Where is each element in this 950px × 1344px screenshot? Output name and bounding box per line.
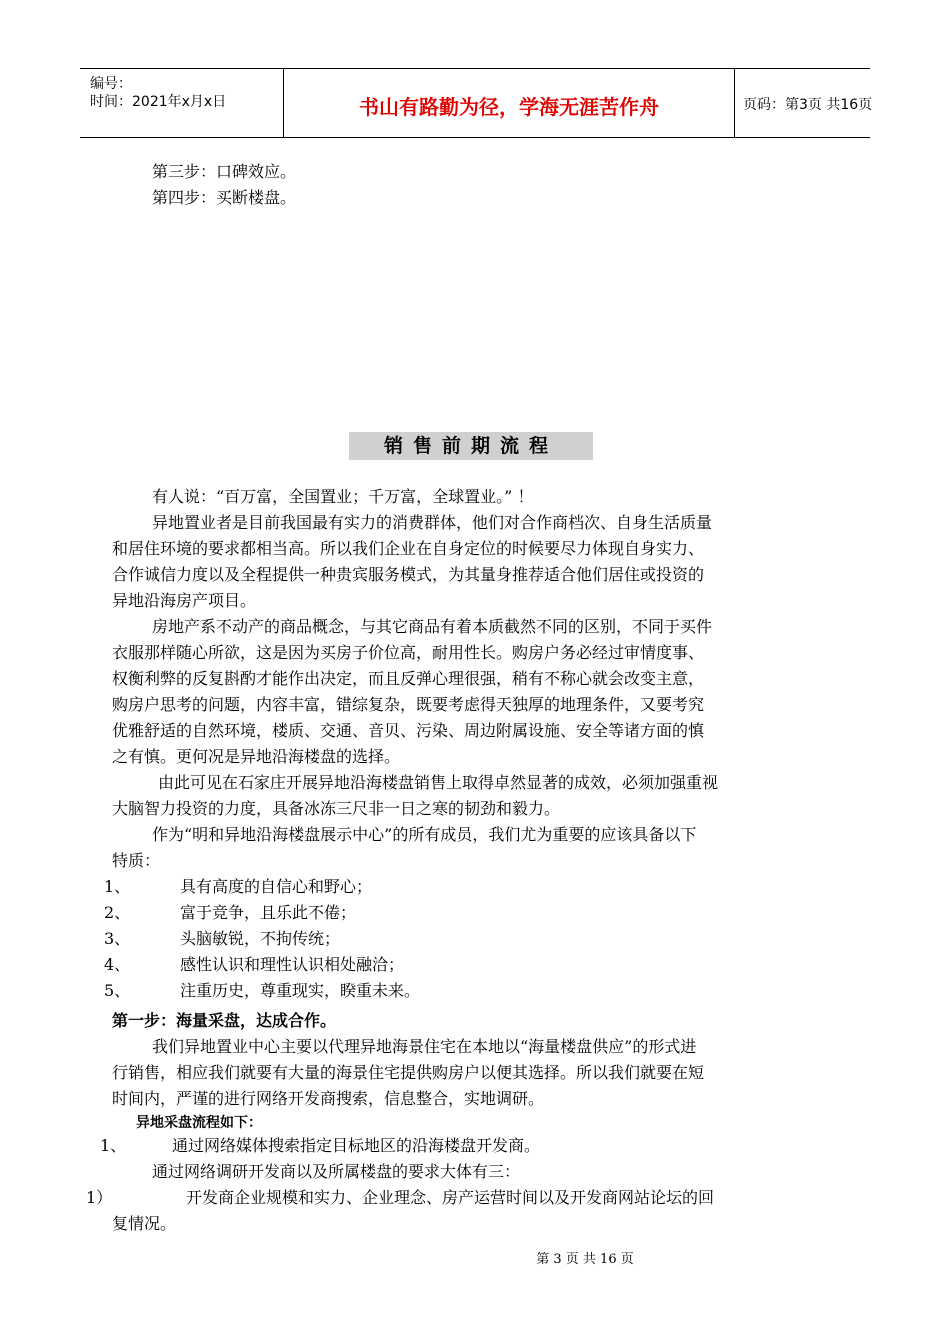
header-motto: 书山有路勤为径，学海无涯苦作舟 xyxy=(359,95,659,119)
footer-page-number: 第 3 页 共 16 页 xyxy=(536,1252,634,1267)
step-one-heading: 第一步：海量采盘，达成合作。 xyxy=(112,1011,337,1030)
trait-text: 头脑敏锐，不拘传统； xyxy=(180,929,341,948)
paragraph-line: 特质： xyxy=(112,851,161,870)
paragraph-line: 权衡利弊的反复斟酌才能作出决定，而且反弹心理很强，稍有不称心就会改变主意， xyxy=(112,669,705,688)
paragraph-line: 和居住环境的要求都相当高。所以我们企业在自身定位的时候要尽力体现自身实力、 xyxy=(112,539,705,558)
header-left-cell xyxy=(80,69,283,137)
trait-number: 1、 xyxy=(104,877,131,896)
paragraph-line: 行销售，相应我们就要有大量的海景住宅提供购房户以便其选择。所以我们就要在短 xyxy=(112,1063,705,1082)
trait-text: 具有高度的自信心和野心； xyxy=(180,877,373,896)
paragraph-line: 购房户思考的问题，内容丰富，错综复杂，既要考虑得天独厚的地理条件，又要考究 xyxy=(112,695,705,714)
step-three: 第三步：口碑效应。 xyxy=(152,162,297,181)
paragraph-line: 衣服那样随心所欲，这是因为买房子价位高，耐用性长。购房户务必经过审情度事、 xyxy=(112,643,705,662)
paragraph-line: 异地置业者是目前我国最有实力的消费群体，他们对合作商档次、自身生活质量 xyxy=(152,513,713,532)
paragraph-line: 我们异地置业中心主要以代理异地海景住宅在本地以“海量楼盘供应”的形式进 xyxy=(152,1037,697,1056)
paragraph-line: 异地沿海房产项目。 xyxy=(112,591,257,610)
paragraph-line: 由此可见在石家庄开展异地沿海楼盘销售上取得卓然显著的成效，必须加强重视 xyxy=(158,773,719,792)
header-page-info: 页码：第3页 共16页 xyxy=(743,97,873,113)
flow-item-text: 通过网络媒体搜索指定目标地区的沿海楼盘开发商。 xyxy=(172,1136,541,1155)
paragraph-line: 有人说：“百万富，全国置业；千万富，全球置业。” ！ xyxy=(152,487,534,506)
header-right-cell xyxy=(735,69,873,137)
flow-sub-heading: 通过网络调研开发商以及所属楼盘的要求大体有三： xyxy=(152,1162,521,1181)
flow-sub-text: 开发商企业规模和实力、企业理念、房产运营时间以及开发商网站论坛的回 xyxy=(186,1188,715,1207)
time-label: 时间：2021年x月x日 xyxy=(90,94,227,110)
flow-sub-number: 1） xyxy=(86,1188,113,1207)
flow-heading: 异地采盘流程如下： xyxy=(136,1115,262,1131)
flow-sub-text-cont: 复情况。 xyxy=(112,1214,177,1233)
document-header xyxy=(80,68,873,138)
id-label: 编号： xyxy=(90,76,132,92)
trait-text: 注重历史，尊重现实，睽重未来。 xyxy=(180,981,421,1000)
paragraph-line: 时间内，严谨的进行网络开发商搜索，信息整合，实地调研。 xyxy=(112,1089,545,1108)
trait-text: 感性认识和理性认识相处融洽； xyxy=(180,955,405,974)
step-four: 第四步：买断楼盘。 xyxy=(152,188,297,207)
trait-number: 3、 xyxy=(104,929,131,948)
paragraph-line: 合作诚信力度以及全程提供一种贵宾服务模式，为其量身推荐适合他们居住或投资的 xyxy=(112,565,705,584)
header-motto-cell xyxy=(283,69,735,137)
trait-text: 富于竞争，且乐此不倦； xyxy=(180,903,357,922)
paragraph-line: 房地产系不动产的商品概念，与其它商品有着本质截然不同的区别，不同于买件 xyxy=(152,617,713,636)
flow-item-number: 1、 xyxy=(100,1136,127,1155)
paragraph-line: 之有慎。更何况是异地沿海楼盘的选择。 xyxy=(112,747,401,766)
trait-number: 5、 xyxy=(104,981,131,1000)
section-title: 销售前期流程 xyxy=(349,432,593,460)
trait-number: 2、 xyxy=(104,903,131,922)
page-footer xyxy=(0,1248,950,1267)
paragraph-line: 优雅舒适的自然环境，楼质、交通、音贝、污染、周边附属设施、安全等诸方面的慎 xyxy=(112,721,705,740)
paragraph-line: 大脑智力投资的力度，具备冰冻三尺非一日之寒的韧劲和毅力。 xyxy=(112,799,561,818)
paragraph-line: 作为“明和异地沿海楼盘展示中心”的所有成员，我们尤为重要的应该具备以下 xyxy=(152,825,697,844)
trait-number: 4、 xyxy=(104,955,131,974)
